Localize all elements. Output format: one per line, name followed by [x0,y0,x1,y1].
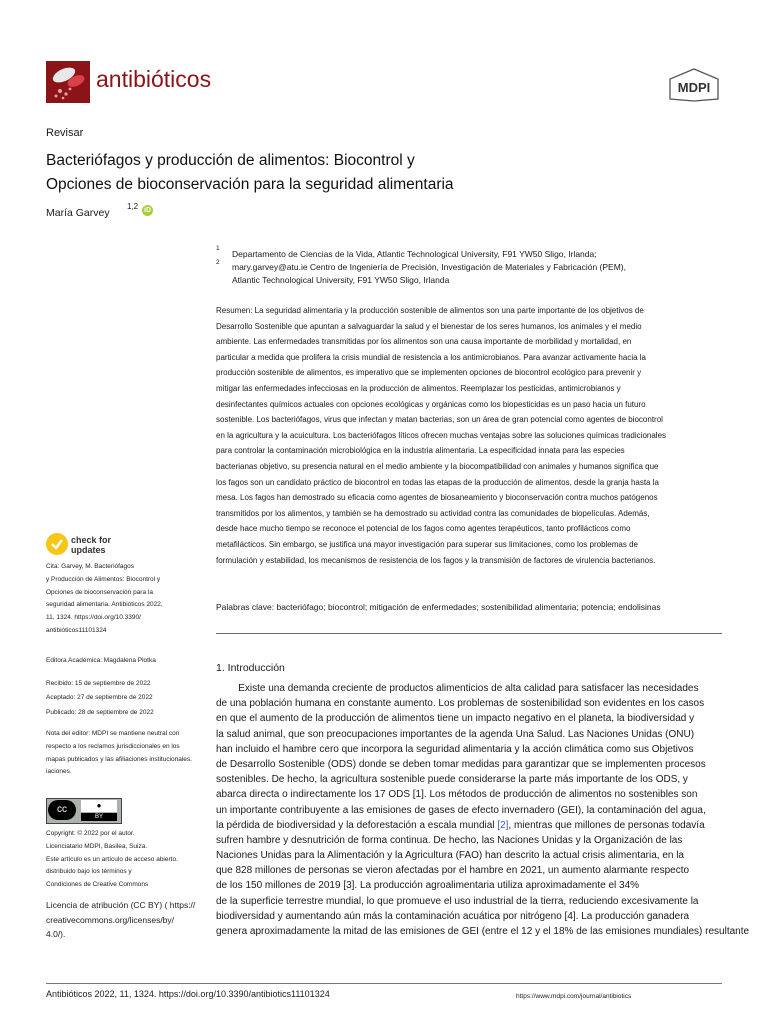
reference-link[interactable]: [2] [497,819,509,831]
body-line [216,711,768,726]
abstract-line: producción sostenible de alimentos, es imperativo que se implementen opciones de biocontrol ecológico para prevenir y [216,368,642,378]
copyright-line: Condiciones de Creative Commons [46,881,149,889]
citation-line: seguridad alimentaria. Antibióticos 2022, [46,601,163,609]
note-line: iaciones. [46,768,72,776]
body-line-text: que 828 millones de personas se vieron afectadas por el hambre en 2021, un aumento alarmante respecto [216,865,690,877]
body-line-text: en que el aumento de la producción de alimentos tiene un impacto negativo en el planeta, la biodiversidad y [216,713,695,725]
body-line [216,787,768,802]
body-line-text: de Desarrollo Sostenible (ODS) donde se deben tomar medidas para garantizar que se implementen procesos [216,758,706,770]
title-line-1: Bacteriófagos y producción de alimentos: Biocontrol y [46,152,415,169]
body-line [216,848,768,863]
footer-citation: Antibióticos 2022, 11, 1324. https://doi.org/10.3390/antibiotics11101324 [46,989,330,999]
author-name[interactable]: María Garvey [46,207,110,219]
body-line [216,818,768,833]
affiliation-line-3: Atlantic Technological University, F91 YW50 Sligo, Irlanda [232,275,450,285]
affiliation-line-2: mary.garvey@atu.ie Centro de Ingeniería de Precisión, Investigación de Materiales y Fabricación (PEM), [232,262,626,272]
title-line-2: Opciones de bioconservación para la seguridad alimentaria [46,176,454,193]
article-type: Revisar [46,127,84,139]
published-date: Publicado: 28 de septiembre de 2022 [46,709,154,716]
journal-name: antibióticos [96,66,212,92]
citation-line: antibióticos11101324 [46,626,107,634]
body-line-text: un importante contribuyente a las emisiones de gases de efecto invernadero (GEI), la contaminación del agua, [216,804,706,816]
abstract-line: metafilácticos. Sin embargo, se justifica una mayor investigación para superar sus limitaciones, como los problemas de [216,539,638,549]
abstract-line: bacterianas objetivo, su presencia natural en el medio ambiente y la biocompatibilidad con animales y humanos significa que [216,461,659,471]
copyright-block [46,828,178,892]
abstract-line: ambiente. Las enfermedades transmitidas por los alimentos son una causa importante de morbilidad y mortalidad, en [216,337,632,347]
by-label: BY [81,813,117,821]
license-line: Licencia de atribución (CC BY) ( https:// [46,900,196,910]
check-label-2: updates [71,545,106,555]
body-line [216,727,768,742]
section-title: 1. Introducción [216,662,285,674]
body-line [216,772,768,787]
body-line-text: Existe una demanda creciente de productos alimenticios de alta calidad para satisfacer las necesidades [216,683,699,694]
affiliation-number-1: 1 [216,245,220,252]
body-line [216,803,768,818]
attribution-icon: ● [81,800,117,812]
abstract-line: desde hace mucho tiempo se reconoce el potencial de los fagos como agentes terapéuticos, tanto profilácticos como [216,524,631,534]
keywords: Palabras clave: bacteriófago; biocontrol; mitigación de enfermedades; sostenibilidad alimentaria; potencia; endolisinas [216,602,661,612]
abstract-line: particular a medida que prolifera la crisis mundial de resistencia a los antimicrobianos. Para avanzar activamente hacia la [216,352,646,362]
check-for-updates-label[interactable] [71,535,111,555]
body-line-text: sufren hambre y desnutrición de forma continua. De hecho, las Naciones Unidas y la Organización de las [216,834,683,846]
body-line [216,742,768,757]
citation-line: 11, 1324. https://doi.org/10.3390/ [46,614,141,622]
section-divider [216,633,722,634]
citation-block [46,561,163,638]
body-line-text: han incluido el hambre cero que incorpora la seguridad alimentaria y la acción climática como sus Objetivos [216,743,694,755]
citation-line: Opciones de bioconservación para la [46,588,153,596]
license-line: 4.0/). [46,929,66,939]
footer-divider [46,983,722,984]
abstract-line: para controlar la contaminación microbiológica en la industria alimentaria. La especificidad innata para las especies [216,446,625,456]
affiliation-number-2: 2 [216,259,220,266]
body-line-text: Naciones Unidas para la Alimentación y la Agricultura (FAO) han descrito la actual crisis alimentaria, en la [216,850,684,862]
abstract-line: desinfectantes químicos actuales con opciones ecológicas y orgánicas como los biopesticidas es un paso hacia un futuro [216,399,646,409]
note-line: Nota del editor: MDPI se mantiene neutral con [46,730,180,737]
article-title [46,149,586,197]
body-line [216,681,768,696]
mdpi-logo-text: MDPI [677,80,711,95]
body-line [216,757,768,772]
citation-line: Cita: Garvey, M. Bacteriófagos [46,563,135,570]
copyright-line: Licenciatario MDPI, Basilea, Suiza. [46,842,148,850]
section-body [216,681,768,939]
body-line-tail: , mientras que millones de personas todavía [508,819,705,831]
body-line-text: sostenibles. De hecho, la agricultura sostenible puede considerarse la parte más importante de los ODS, y [216,774,688,786]
body-line [216,863,768,878]
academic-editor: Editora Académica: Magdalena Plotka [46,657,156,664]
body-line [216,833,768,848]
cc-icon: cc [48,800,76,820]
footer-journal-url[interactable]: https://www.mdpi.com/journal/antibiotics [516,993,632,1000]
abstract-line: transmitidos por los alimentos, y también se ha demostrado su actividad contra las comunidades de biopelículas. Además, [216,508,650,518]
abstract-line: mesa. Los fagos han demostrado su eficacia como agentes de biosaneamiento y bioconservación contra muchos patógenos [216,493,658,503]
mdpi-logo [668,68,720,102]
abstract-line: Resumen: La seguridad alimentaria y la producción sostenible de alimentos son una parte importante de los objetivos de [216,306,644,315]
body-line [216,894,768,909]
body-line [216,909,768,924]
abstract-line: Desarrollo Sostenible que apuntan a salvaguardar la salud y el bienestar de los seres humanos, los animales y el medio [216,321,642,331]
copyright-line: Copyright: © 2022 por el autor. [46,830,135,837]
copyright-line: distribuido bajo los términos y [46,868,132,876]
body-line-text: la pérdida de biodiversidad y la deforestación a escala mundial [216,819,498,831]
affiliation-line-1: Departamento de Ciencias de la Vida, Atlantic Technological University, F91 YW50 Sligo, Irlanda; [232,249,597,259]
body-line [216,924,768,939]
copyright-line: Este artículo es un artículo de acceso abierto. [46,855,178,863]
body-line-text: de una población humana en constante aumento. Los problemas de sostenibilidad son evidentes en los casos [216,698,705,710]
citation-line: y Producción de Alimentos: Biocontrol y [46,575,161,583]
body-line [216,696,768,711]
body-line [216,878,768,893]
abstract-line: en la agricultura y la acuicultura. Los bacteriófagos líticos ofrecen muchas ventajas sobre las soluciones químicas tradicionales [216,430,667,440]
body-line-text: genera aproximadamente la mitad de las emisiones de GEI (entre el 12 y el 18% de las emisiones mundiales) resultante [216,926,750,937]
body-line-text: abarca directa o indirectamente los 17 ODS [1]. Los métodos de producción de alimentos no sostenibles son [216,789,698,801]
abstract [216,303,732,568]
note-line: mapas publicados y las afiliaciones institucionales. [46,755,192,763]
abstract-line: formulación y estabilidad, los mecanismos de resistencia de los fagos y la transmisión de factores de virulencia bacterianos. [216,555,656,565]
body-line-text: de los 150 millones de 2019 [3]. La producción agroalimentaria utiliza aproximadamente el 34% [216,880,640,892]
license-block[interactable] [46,898,195,942]
body-line-text: la salud animal, que son preocupaciones importantes de la agenda Una Salud. Las Naciones Unidas (ONU) [216,728,695,740]
abstract-line: los fagos son un candidato práctico de biocontrol en todas las etapas de la producción de alimentos, desde la granja hasta la [216,477,659,487]
license-line: creativecommons.org/licenses/by/ [46,914,175,925]
accepted-date: Aceptado: 27 de septiembre de 2022 [46,694,153,701]
note-line: respecto a los reclamos jurisdiccionales en los [46,742,180,750]
author-affiliation-sup: 1,2 [127,202,139,211]
abstract-line: sostenible. Los bacteriófagos, virus que infectan y matan bacterias, son un área de gran potencial como agentes de biocontrol [216,415,663,425]
journal-logo [46,61,90,103]
check-for-updates-icon[interactable] [46,533,68,555]
body-line-text: biodiversidad y aumentando aún más la contaminación acuática por nitrógeno [4]. La producción ganadera [216,910,690,922]
publisher-note [46,728,192,779]
body-line-text: de la superficie terrestre mundial, lo que promueve el uso industrial de la tierra, reduciendo excesivamente la [216,895,699,907]
check-label-1: check for [71,535,112,545]
abstract-line: mitigar las enfermedades infecciosas en la producción de alimentos. Reemplazar los pesticidas, antimicrobianos y [216,383,621,393]
received-date: Recibido: 15 de septiembre de 2022 [46,680,151,687]
orcid-icon[interactable]: iD [144,207,151,214]
cc-by-license-badge[interactable] [46,798,122,824]
